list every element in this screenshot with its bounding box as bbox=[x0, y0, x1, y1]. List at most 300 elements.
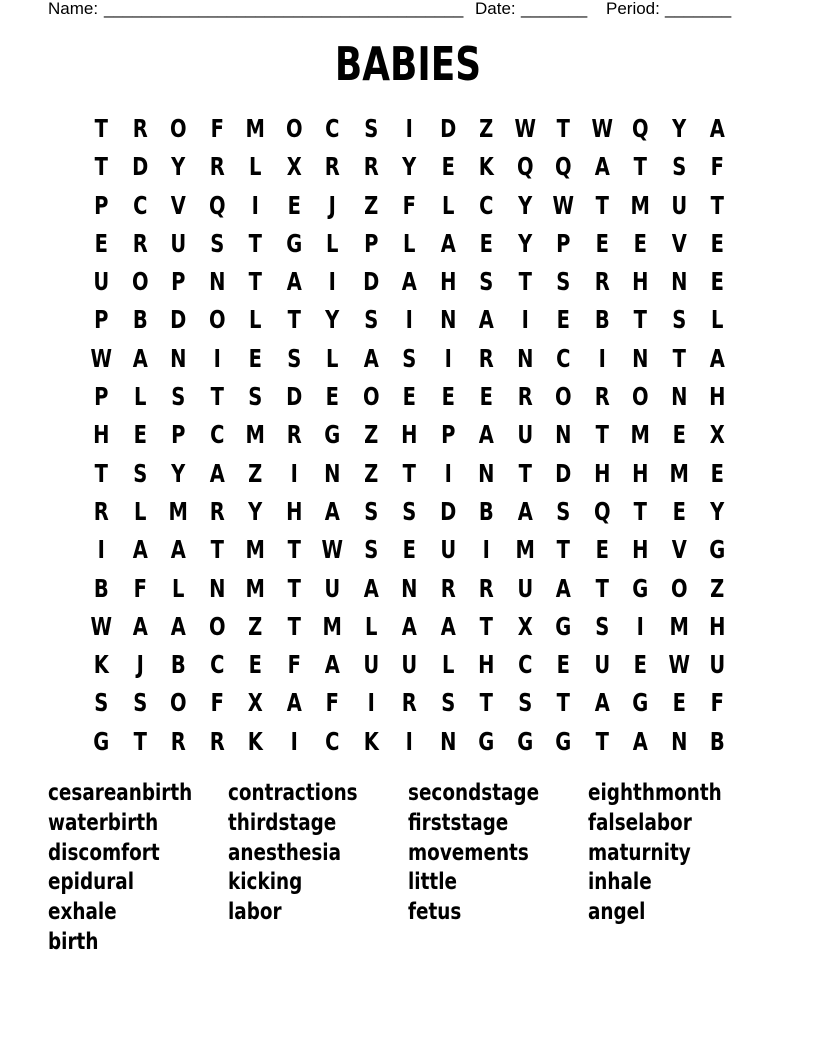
grid-letter: A bbox=[401, 267, 417, 297]
grid-letter: M bbox=[630, 420, 650, 450]
grid-letter: X bbox=[286, 152, 302, 182]
grid-letter: H bbox=[632, 535, 649, 565]
grid-letter: H bbox=[93, 420, 110, 450]
grid-letter: L bbox=[326, 228, 339, 258]
grid-letter: C bbox=[132, 190, 147, 220]
grid-letter: O bbox=[362, 382, 380, 412]
grid-letter: F bbox=[710, 688, 724, 718]
grid-letter: R bbox=[324, 152, 340, 182]
grid-letter: T bbox=[210, 382, 224, 412]
grid-letter: R bbox=[209, 726, 225, 756]
grid-row bbox=[82, 684, 742, 722]
grid-letter: I bbox=[521, 305, 529, 335]
word-list-item: labor bbox=[228, 899, 282, 926]
grid-letter: L bbox=[364, 611, 377, 641]
grid-letter: D bbox=[555, 458, 572, 488]
grid-letter: O bbox=[208, 305, 226, 335]
grid-letter: A bbox=[709, 343, 725, 373]
grid-letter: T bbox=[133, 726, 147, 756]
word-list-item: little bbox=[408, 869, 457, 896]
grid-letter: S bbox=[132, 688, 147, 718]
grid-letter: N bbox=[670, 726, 687, 756]
grid-letter: I bbox=[444, 343, 452, 373]
grid-letter: Y bbox=[248, 496, 263, 526]
grid-row bbox=[82, 110, 742, 148]
word-list-item: cesareanbirth bbox=[48, 780, 193, 806]
grid-letter: E bbox=[248, 343, 262, 373]
grid-letter: U bbox=[516, 573, 533, 603]
grid-letter: R bbox=[517, 382, 533, 412]
grid-letter: R bbox=[594, 382, 610, 412]
grid-letter: L bbox=[249, 152, 262, 182]
grid-letter: H bbox=[709, 382, 726, 412]
grid-letter: B bbox=[170, 650, 186, 680]
grid-letter: M bbox=[245, 420, 265, 450]
grid-letter: E bbox=[287, 190, 301, 220]
grid-letter: T bbox=[672, 343, 686, 373]
grid-letter: B bbox=[93, 573, 109, 603]
grid-letter: N bbox=[670, 267, 687, 297]
grid-letter: A bbox=[286, 688, 302, 718]
grid-letter: H bbox=[478, 650, 495, 680]
grid-letter: D bbox=[439, 496, 456, 526]
grid-letter: T bbox=[710, 190, 724, 220]
grid-letter: M bbox=[630, 190, 650, 220]
grid-letter: T bbox=[556, 535, 570, 565]
grid-row bbox=[82, 608, 742, 646]
grid-letter: S bbox=[209, 228, 224, 258]
grid-letter: G bbox=[516, 726, 533, 756]
grid-letter: U bbox=[516, 420, 533, 450]
grid-letter: T bbox=[518, 267, 532, 297]
grid-letter: P bbox=[171, 267, 186, 297]
grid-letter: A bbox=[132, 611, 148, 641]
grid-letter: G bbox=[555, 726, 572, 756]
grid-letter: Z bbox=[363, 420, 378, 450]
grid-row bbox=[82, 493, 742, 531]
grid-letter: N bbox=[516, 343, 533, 373]
word-search-grid bbox=[82, 110, 742, 761]
grid-letter: E bbox=[595, 535, 609, 565]
grid-letter: N bbox=[439, 305, 456, 335]
grid-letter: Z bbox=[479, 114, 494, 143]
grid-letter: T bbox=[633, 152, 647, 182]
grid-letter: O bbox=[631, 382, 649, 412]
grid-letter: S bbox=[671, 152, 686, 182]
grid-letter: M bbox=[515, 535, 535, 565]
grid-letter: Y bbox=[171, 458, 186, 488]
grid-letter: O bbox=[131, 267, 149, 297]
grid-letter: O bbox=[169, 114, 187, 143]
grid-letter: H bbox=[285, 496, 302, 526]
grid-letter: I bbox=[405, 305, 413, 335]
grid-letter: D bbox=[362, 267, 379, 297]
word-list-item: inhale bbox=[588, 869, 652, 896]
grid-letter: H bbox=[632, 458, 649, 488]
grid-letter: R bbox=[170, 726, 186, 756]
grid-letter: X bbox=[517, 611, 533, 641]
grid-letter: R bbox=[440, 573, 456, 603]
grid-letter: I bbox=[290, 726, 298, 756]
grid-letter: S bbox=[248, 382, 263, 412]
grid-letter: S bbox=[402, 496, 417, 526]
grid-letter: A bbox=[517, 496, 533, 526]
grid-letter: L bbox=[441, 650, 454, 680]
grid-letter: B bbox=[709, 726, 725, 756]
period-label: Period: bbox=[606, 0, 660, 18]
grid-letter: F bbox=[710, 152, 724, 182]
grid-letter: S bbox=[171, 382, 186, 412]
grid-letter: E bbox=[248, 650, 262, 680]
grid-letter: P bbox=[363, 228, 378, 258]
grid-letter: A bbox=[594, 152, 610, 182]
grid-letter: W bbox=[90, 343, 112, 373]
grid-letter: Y bbox=[517, 228, 532, 258]
grid-letter: S bbox=[286, 343, 301, 373]
grid-letter: D bbox=[439, 114, 456, 143]
grid-letter: V bbox=[671, 228, 687, 258]
grid-letter: S bbox=[402, 343, 417, 373]
grid-row bbox=[82, 148, 742, 186]
grid-letter: G bbox=[324, 420, 341, 450]
grid-letter: G bbox=[632, 573, 649, 603]
grid-letter: G bbox=[632, 688, 649, 718]
grid-letter: P bbox=[556, 228, 571, 258]
grid-letter: T bbox=[595, 190, 609, 220]
grid-letter: B bbox=[594, 305, 610, 335]
page-title: BABIES bbox=[334, 37, 482, 91]
grid-row bbox=[82, 263, 742, 301]
grid-letter: K bbox=[478, 152, 494, 182]
grid-letter: E bbox=[672, 496, 686, 526]
grid-letter: T bbox=[479, 611, 493, 641]
grid-letter: Z bbox=[248, 458, 263, 488]
grid-letter: S bbox=[556, 496, 571, 526]
grid-letter: N bbox=[401, 573, 418, 603]
date-label: Date: bbox=[475, 0, 516, 18]
grid-letter: W bbox=[667, 650, 690, 680]
grid-letter: Q bbox=[593, 496, 611, 526]
grid-letter: Z bbox=[710, 573, 725, 603]
grid-letter: I bbox=[405, 114, 413, 143]
grid-letter: Y bbox=[402, 152, 417, 182]
grid-letter: S bbox=[594, 611, 609, 641]
grid-letter: N bbox=[324, 458, 341, 488]
grid-letter: C bbox=[517, 650, 532, 680]
grid-letter: U bbox=[670, 190, 687, 220]
word-list-item: epidural bbox=[48, 869, 135, 896]
grid-letter: I bbox=[405, 726, 413, 756]
grid-letter: N bbox=[170, 343, 187, 373]
grid-letter: R bbox=[478, 573, 494, 603]
grid-letter: A bbox=[555, 573, 571, 603]
grid-letter: E bbox=[402, 535, 416, 565]
grid-letter: A bbox=[709, 114, 725, 143]
grid-letter: X bbox=[709, 420, 725, 450]
grid-letter: W bbox=[552, 190, 574, 220]
grid-letter: S bbox=[363, 535, 378, 565]
word-list-item: movements bbox=[408, 839, 529, 866]
grid-letter: H bbox=[593, 458, 610, 488]
grid-letter: N bbox=[439, 726, 456, 756]
grid-row bbox=[82, 225, 742, 263]
grid-letter: C bbox=[479, 190, 494, 220]
grid-letter: R bbox=[209, 496, 225, 526]
grid-letter: G bbox=[285, 228, 302, 258]
grid-letter: T bbox=[402, 458, 416, 488]
grid-letter: U bbox=[593, 650, 610, 680]
grid-row bbox=[82, 646, 742, 684]
grid-letter: T bbox=[248, 267, 262, 297]
grid-letter: J bbox=[328, 190, 336, 220]
grid-letter: F bbox=[210, 688, 224, 718]
grid-letter: N bbox=[478, 458, 495, 488]
grid-letter: Y bbox=[710, 496, 725, 526]
grid-letter: R bbox=[286, 420, 302, 450]
grid-row bbox=[82, 723, 742, 761]
grid-letter: T bbox=[518, 458, 532, 488]
word-list-item: kicking bbox=[228, 869, 303, 896]
word-list-item: waterbirth bbox=[48, 809, 159, 836]
grid-letter: R bbox=[209, 152, 225, 182]
student-info-header bbox=[48, 0, 748, 20]
grid-letter: M bbox=[669, 611, 689, 641]
grid-letter: L bbox=[326, 343, 339, 373]
grid-letter: H bbox=[709, 611, 726, 641]
grid-letter: T bbox=[595, 420, 609, 450]
grid-letter: M bbox=[669, 458, 689, 488]
grid-letter: Y bbox=[517, 190, 532, 220]
grid-letter: T bbox=[556, 688, 570, 718]
grid-letter: U bbox=[93, 267, 110, 297]
grid-letter: G bbox=[93, 726, 110, 756]
grid-letter: S bbox=[671, 305, 686, 335]
period-blank-line: _______ bbox=[665, 0, 732, 18]
grid-letter: R bbox=[93, 496, 109, 526]
grid-letter: A bbox=[363, 343, 379, 373]
grid-letter: F bbox=[325, 688, 339, 718]
grid-letter: M bbox=[245, 114, 265, 143]
word-list-item: secondstage bbox=[408, 780, 540, 806]
grid-letter: W bbox=[590, 114, 613, 143]
grid-letter: H bbox=[632, 267, 649, 297]
grid-letter: A bbox=[132, 343, 148, 373]
grid-letter: U bbox=[170, 228, 187, 258]
grid-letter: T bbox=[287, 305, 301, 335]
grid-row bbox=[82, 340, 742, 378]
grid-letter: A bbox=[632, 726, 648, 756]
grid-letter: W bbox=[513, 114, 536, 143]
grid-letter: I bbox=[598, 343, 606, 373]
grid-letter: E bbox=[556, 650, 570, 680]
grid-letter: K bbox=[93, 650, 109, 680]
grid-letter: I bbox=[444, 458, 452, 488]
grid-letter: O bbox=[285, 114, 303, 143]
grid-row bbox=[82, 378, 742, 416]
grid-letter: V bbox=[671, 535, 687, 565]
grid-letter: A bbox=[440, 228, 456, 258]
grid-letter: I bbox=[367, 688, 375, 718]
grid-letter: Z bbox=[363, 190, 378, 220]
grid-letter: D bbox=[285, 382, 302, 412]
grid-letter: W bbox=[321, 535, 343, 565]
grid-letter: A bbox=[440, 611, 456, 641]
word-list-item: fetus bbox=[408, 899, 462, 926]
grid-letter: P bbox=[171, 420, 186, 450]
grid-letter: E bbox=[441, 382, 455, 412]
grid-letter: N bbox=[208, 573, 225, 603]
grid-letter: E bbox=[595, 228, 609, 258]
grid-letter: G bbox=[709, 535, 726, 565]
grid-letter: I bbox=[97, 535, 105, 565]
grid-letter: E bbox=[556, 305, 570, 335]
grid-letter: C bbox=[209, 650, 224, 680]
grid-letter: T bbox=[94, 152, 108, 182]
grid-letter: D bbox=[131, 152, 148, 182]
date-blank-line: _______ bbox=[521, 0, 588, 18]
grid-letter: N bbox=[208, 267, 225, 297]
grid-letter: S bbox=[363, 496, 378, 526]
grid-letter: Z bbox=[248, 611, 263, 641]
grid-letter: P bbox=[94, 190, 109, 220]
grid-letter: U bbox=[401, 650, 418, 680]
grid-letter: A bbox=[324, 650, 340, 680]
grid-letter: C bbox=[325, 114, 340, 143]
grid-letter: A bbox=[401, 611, 417, 641]
grid-letter: A bbox=[594, 688, 610, 718]
grid-letter: O bbox=[208, 611, 226, 641]
grid-letter: R bbox=[132, 228, 148, 258]
grid-letter: A bbox=[478, 420, 494, 450]
word-list-item: exhale bbox=[48, 899, 117, 926]
word-list-item: eighthmonth bbox=[588, 780, 722, 806]
grid-letter: L bbox=[711, 305, 724, 335]
grid-row bbox=[82, 531, 742, 569]
grid-letter: R bbox=[363, 152, 379, 182]
grid-letter: R bbox=[132, 114, 148, 143]
grid-letter: S bbox=[517, 688, 532, 718]
grid-letter: B bbox=[478, 496, 494, 526]
grid-letter: H bbox=[401, 420, 418, 450]
grid-letter: S bbox=[363, 305, 378, 335]
grid-letter: L bbox=[249, 305, 262, 335]
grid-letter: L bbox=[441, 190, 454, 220]
grid-letter: P bbox=[440, 420, 455, 450]
name-blank-line: ______________________________________ bbox=[104, 0, 464, 18]
grid-letter: I bbox=[251, 190, 259, 220]
grid-letter: T bbox=[248, 228, 262, 258]
grid-letter: T bbox=[287, 611, 301, 641]
grid-letter: S bbox=[94, 688, 109, 718]
grid-letter: D bbox=[170, 305, 187, 335]
grid-letter: L bbox=[133, 382, 146, 412]
grid-row bbox=[82, 187, 742, 225]
word-list-item: discomfort bbox=[48, 839, 160, 866]
grid-letter: E bbox=[441, 152, 455, 182]
grid-letter: E bbox=[710, 458, 724, 488]
grid-letter: I bbox=[328, 267, 336, 297]
grid-letter: B bbox=[132, 305, 148, 335]
grid-letter: A bbox=[132, 535, 148, 565]
word-list-item: anesthesia bbox=[228, 839, 341, 866]
grid-letter: O bbox=[670, 573, 688, 603]
grid-letter: U bbox=[362, 650, 379, 680]
grid-letter: W bbox=[90, 611, 112, 641]
grid-letter: J bbox=[136, 650, 144, 680]
grid-letter: S bbox=[479, 267, 494, 297]
grid-letter: L bbox=[133, 496, 146, 526]
grid-letter: F bbox=[133, 573, 147, 603]
grid-letter: R bbox=[594, 267, 610, 297]
grid-row bbox=[82, 416, 742, 454]
grid-letter: M bbox=[245, 573, 265, 603]
grid-letter: T bbox=[595, 573, 609, 603]
grid-letter: L bbox=[172, 573, 185, 603]
grid-letter: E bbox=[710, 267, 724, 297]
name-label: Name: bbox=[48, 0, 99, 18]
grid-letter: F bbox=[287, 650, 301, 680]
grid-letter: T bbox=[556, 114, 570, 143]
grid-letter: U bbox=[324, 573, 341, 603]
grid-letter: E bbox=[133, 420, 147, 450]
grid-letter: C bbox=[209, 420, 224, 450]
grid-letter: M bbox=[322, 611, 342, 641]
grid-letter: E bbox=[479, 382, 493, 412]
grid-letter: R bbox=[478, 343, 494, 373]
grid-letter: N bbox=[670, 382, 687, 412]
grid-letter: G bbox=[555, 611, 572, 641]
grid-letter: G bbox=[478, 726, 495, 756]
grid-letter: V bbox=[170, 190, 186, 220]
grid-letter: M bbox=[168, 496, 188, 526]
grid-letter: E bbox=[672, 688, 686, 718]
grid-letter: Y bbox=[671, 114, 686, 143]
grid-letter: O bbox=[169, 688, 187, 718]
grid-letter: Q bbox=[631, 114, 649, 143]
grid-letter: Y bbox=[171, 152, 186, 182]
grid-letter: E bbox=[402, 382, 416, 412]
grid-letter: E bbox=[633, 228, 647, 258]
grid-letter: S bbox=[363, 114, 378, 143]
grid-letter: T bbox=[479, 688, 493, 718]
grid-letter: Q bbox=[208, 190, 226, 220]
grid-letter: I bbox=[213, 343, 221, 373]
grid-letter: F bbox=[210, 114, 224, 143]
grid-letter: I bbox=[290, 458, 298, 488]
grid-letter: I bbox=[482, 535, 490, 565]
grid-letter: A bbox=[478, 305, 494, 335]
grid-row bbox=[82, 301, 742, 339]
word-list-item: angel bbox=[588, 899, 646, 926]
grid-letter: X bbox=[247, 688, 263, 718]
grid-letter: Q bbox=[554, 152, 572, 182]
grid-letter: A bbox=[363, 573, 379, 603]
word-list-item: firststage bbox=[408, 809, 509, 836]
grid-letter: Q bbox=[516, 152, 534, 182]
grid-letter: T bbox=[595, 726, 609, 756]
grid-letter: H bbox=[439, 267, 456, 297]
grid-letter: M bbox=[245, 535, 265, 565]
grid-letter: T bbox=[633, 305, 647, 335]
grid-letter: U bbox=[439, 535, 456, 565]
grid-letter: P bbox=[94, 382, 109, 412]
word-list-item: birth bbox=[48, 929, 99, 955]
grid-letter: T bbox=[287, 535, 301, 565]
grid-letter: A bbox=[170, 611, 186, 641]
grid-letter: E bbox=[325, 382, 339, 412]
grid-letter: E bbox=[94, 228, 108, 258]
grid-letter: C bbox=[325, 726, 340, 756]
